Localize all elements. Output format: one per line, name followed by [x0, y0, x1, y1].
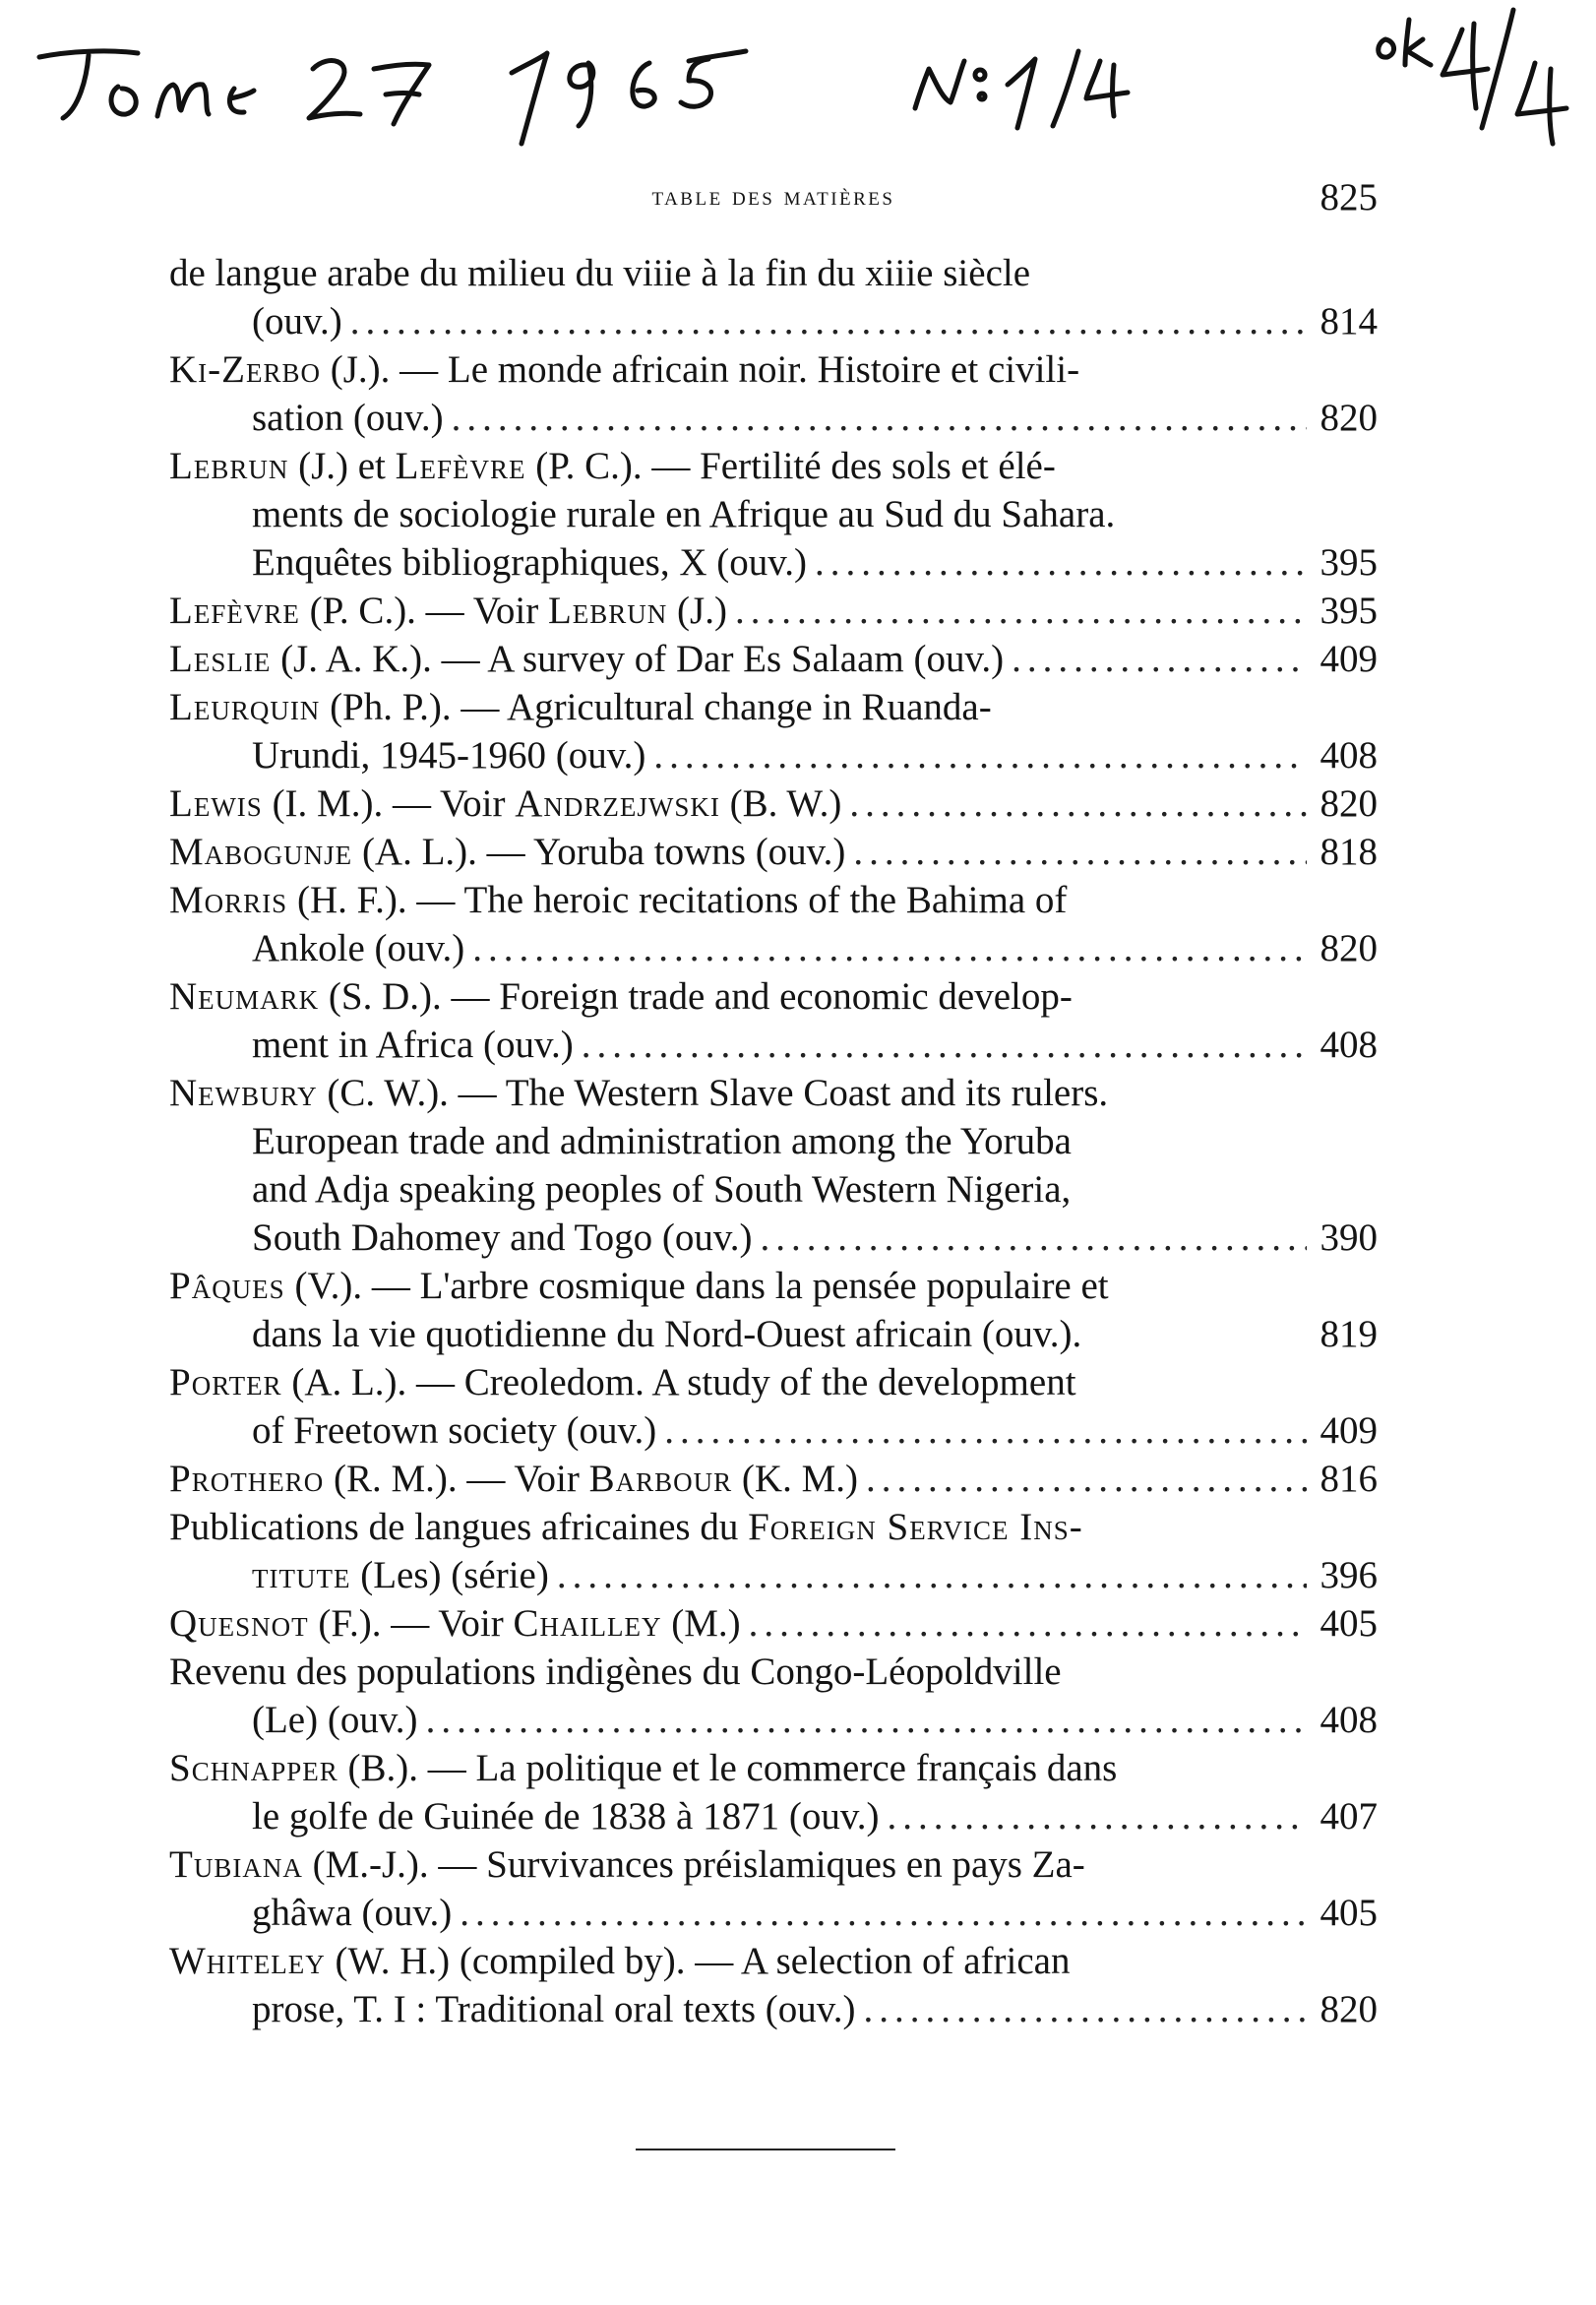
footer-rule: [636, 2149, 895, 2150]
entry-line: [169, 924, 1378, 972]
entry-line-text: of Freetown society (ouv.): [252, 1409, 657, 1452]
entry-line: [169, 490, 1378, 538]
entry-line-text: (Les) (série): [350, 1554, 549, 1596]
entry-text: [252, 1985, 855, 2033]
index-entry: [169, 249, 1378, 345]
entry-author: Lefèvre: [169, 590, 300, 632]
dot-leader: [557, 1551, 1307, 1599]
index-entry: [169, 683, 1378, 779]
dot-leader: [582, 1021, 1307, 1069]
dot-leader: [472, 924, 1307, 972]
entry-line: [169, 442, 1378, 490]
index-entry: [169, 1262, 1378, 1358]
entry-page-number: 820: [1320, 782, 1378, 825]
index-entry: [169, 442, 1378, 587]
entry-line: [169, 1840, 1378, 1889]
entry-page-number: 820: [1320, 397, 1378, 439]
entry-cross-ref: Chailley: [513, 1602, 662, 1645]
entry-page-number: 395: [1320, 590, 1378, 632]
entry-line-text: and Adja speaking peoples of South Western Nigeria,: [252, 1168, 1072, 1211]
entry-line: [169, 731, 1378, 779]
entry-text: [252, 1165, 1071, 1214]
entry-line-text: le golfe de Guinée de 1838 à 1871 (ouv.): [252, 1795, 880, 1838]
entry-line-text: (J.). — Le monde africain noir. Histoire et civili-: [320, 348, 1080, 391]
entry-text: [169, 1455, 858, 1503]
entry-line-text: (R. M.). — Voir: [324, 1458, 589, 1500]
entry-line-text: (V.). — L'arbre cosmique dans la pensée populaire et: [284, 1265, 1109, 1307]
entry-line-text: prose, T. I : Traditional oral texts (ouv.): [252, 1988, 856, 2030]
entry-text: [252, 394, 444, 442]
entry-text: [169, 635, 1004, 683]
entry-author: Pâques: [169, 1265, 285, 1307]
entry-line-text: Enquêtes bibliographiques, X (ouv.): [252, 541, 807, 584]
entry-line: [169, 1406, 1378, 1455]
entry-text: [169, 1599, 741, 1648]
entry-line: [169, 1696, 1378, 1744]
entry-cross-ref: Lebrun: [547, 590, 668, 632]
entry-line-text: dans la vie quotidienne du Nord-Ouest africain (ouv.).: [252, 1313, 1082, 1355]
entry-author: Ki-Zerbo: [169, 348, 321, 391]
index-entries: [169, 249, 1378, 2033]
index-entry: [169, 828, 1378, 876]
entry-line-text: Ankole (ouv.): [252, 927, 465, 969]
entry-line: [169, 1889, 1378, 1937]
entry-text: [252, 731, 645, 779]
index-entry: [169, 1744, 1378, 1840]
entry-line: [169, 1310, 1378, 1358]
entry-line-text: South Dahomey and Togo (ouv.): [252, 1216, 753, 1259]
entry-page-number: 816: [1320, 1458, 1378, 1500]
entry-line-text: (M.): [661, 1602, 741, 1645]
entry-line-text: (J.): [667, 590, 727, 632]
entry-text: [169, 1840, 1085, 1889]
entry-line-text: (P. C.). — Voir: [299, 590, 548, 632]
entry-page-number: 407: [1320, 1795, 1378, 1838]
entry-line: [169, 345, 1378, 394]
entry-line: [169, 1744, 1378, 1792]
entry-line: [169, 1985, 1378, 2033]
index-entry: [169, 779, 1378, 828]
entry-line: [169, 1262, 1378, 1310]
entry-line: [169, 297, 1378, 345]
dot-leader: [735, 587, 1307, 635]
entry-author: Newbury: [169, 1072, 318, 1114]
entry-line: [169, 587, 1378, 635]
entry-line: [169, 972, 1378, 1021]
dot-leader: [849, 779, 1307, 828]
entry-line: [169, 1214, 1378, 1262]
entry-line-text: (F.). — Voir: [308, 1602, 514, 1645]
entry-line-text: (Ph. P.). — Agricultural change in Ruanda-: [320, 686, 992, 728]
entry-text: [169, 1648, 1062, 1696]
entry-page-number: 408: [1320, 1699, 1378, 1741]
entry-text: [169, 972, 1073, 1021]
entry-line: [169, 394, 1378, 442]
entry-line: [169, 1358, 1378, 1406]
entry-line-text: (J.) et: [288, 445, 396, 487]
entry-author: Neumark: [169, 975, 320, 1018]
entry-line-text: (A. L.). — Yoruba towns (ouv.): [352, 831, 846, 873]
entry-text: [252, 1117, 1072, 1165]
entry-author: Tubiana: [169, 1843, 303, 1886]
entry-line: [169, 1021, 1378, 1069]
entry-line-text: (B. W.): [719, 782, 842, 825]
entry-page-number: 814: [1320, 300, 1378, 343]
entry-page-number: 408: [1320, 734, 1378, 777]
dot-leader: [853, 828, 1307, 876]
index-entry: [169, 345, 1378, 442]
running-title: table des matières: [651, 181, 895, 211]
entry-line: [169, 635, 1378, 683]
entry-line: [169, 249, 1378, 297]
entry-line-text: (M.-J.). — Survivances préislamiques en pays Za-: [302, 1843, 1085, 1886]
entry-line: [169, 1503, 1378, 1551]
dot-leader: [1012, 635, 1307, 683]
entry-line-text: (K. M.): [732, 1458, 858, 1500]
entry-line-text: (A. L.). — Creoledom. A study of the development: [281, 1361, 1076, 1403]
entry-text: [252, 924, 464, 972]
entry-line-text: (J. A. K.). — A survey of Dar Es Salaam (ouv.): [271, 638, 1005, 680]
entry-text: [252, 1551, 549, 1599]
entry-author: Porter: [169, 1361, 282, 1403]
entry-text: [169, 249, 1030, 297]
entry-author: Schnapper: [169, 1747, 338, 1789]
entry-cross-ref: Foreign Service Ins-: [748, 1506, 1083, 1548]
entry-author: Leurquin: [169, 686, 321, 728]
entry-cross-ref: titute: [252, 1554, 351, 1596]
entry-page-number: 820: [1320, 927, 1378, 969]
dot-leader: [866, 1455, 1307, 1503]
entry-line-text: (C. W.). — The Western Slave Coast and its rulers.: [317, 1072, 1109, 1114]
index-entry: [169, 1840, 1378, 1937]
entry-author: Quesnot: [169, 1602, 309, 1645]
entry-text: [169, 1744, 1117, 1792]
entry-line: [169, 538, 1378, 587]
entry-text: [252, 1021, 574, 1069]
entry-line: [169, 828, 1378, 876]
index-entry: [169, 1069, 1378, 1262]
handwritten-annotation: [0, 0, 1596, 177]
entry-line: [169, 1069, 1378, 1117]
entry-text: [252, 1889, 452, 1937]
dot-leader: [664, 1406, 1307, 1455]
entry-text: [169, 876, 1067, 924]
entry-line-text: European trade and administration among the Yoruba: [252, 1120, 1072, 1162]
index-entry: [169, 1358, 1378, 1455]
entry-line: [169, 1792, 1378, 1840]
entry-line-text: Revenu des populations indigènes du Congo-Léopoldville: [169, 1651, 1062, 1693]
entry-line-text: (B.). — La politique et le commerce français dans: [338, 1747, 1118, 1789]
entry-line-text: (I. M.). — Voir: [262, 782, 516, 825]
entry-cross-ref: Andrzejwski: [515, 782, 720, 825]
dot-leader: [815, 538, 1307, 587]
entry-author: Morris: [169, 879, 288, 921]
dot-leader: [888, 1792, 1307, 1840]
dot-leader: [761, 1214, 1307, 1262]
entry-author: Mabogunje: [169, 831, 353, 873]
entry-page-number: 396: [1320, 1554, 1378, 1596]
entry-line-text: (Le) (ouv.): [252, 1699, 418, 1741]
dot-leader: [749, 1599, 1307, 1648]
index-entry: [169, 972, 1378, 1069]
entry-coauthor: Lefèvre: [395, 445, 526, 487]
entry-line-text: sation (ouv.): [252, 397, 444, 439]
entry-line: [169, 1117, 1378, 1165]
index-entry: [169, 1937, 1378, 2033]
entry-line: [169, 1648, 1378, 1696]
entry-page-number: 818: [1320, 831, 1378, 873]
entry-line: [169, 779, 1378, 828]
page-header: [169, 175, 1378, 224]
index-entry: [169, 1599, 1378, 1648]
dot-leader: [460, 1889, 1307, 1937]
index-entry: [169, 587, 1378, 635]
entry-text: [252, 1696, 418, 1744]
index-entry: [169, 1648, 1378, 1744]
entry-text: [169, 587, 727, 635]
entry-author: Prothero: [169, 1458, 325, 1500]
entry-text: [169, 1358, 1076, 1406]
page-number: 825: [1320, 176, 1378, 218]
entry-text: [169, 1262, 1109, 1310]
entry-text: [169, 442, 1056, 490]
entry-line-text: (ouv.): [252, 300, 342, 343]
dot-leader: [653, 731, 1307, 779]
entry-page-number: 405: [1320, 1602, 1378, 1645]
entry-page-number: 395: [1320, 541, 1378, 584]
entry-line: [169, 1937, 1378, 1985]
entry-line-text: ghâwa (ouv.): [252, 1892, 453, 1934]
dot-leader: [863, 1985, 1307, 2033]
entry-text: [252, 490, 1115, 538]
entry-line-text: Urundi, 1945-1960 (ouv.): [252, 734, 646, 777]
entry-line-text: de langue arabe du milieu du viiie à la fin du xiiie siècle: [169, 252, 1031, 294]
entry-page-number: 820: [1320, 1988, 1378, 2030]
entry-page-number: 409: [1320, 1409, 1378, 1452]
entry-line-text: ments de sociologie rurale en Afrique au Sud du Sahara.: [252, 493, 1116, 535]
entry-line-text: (P. C.). — Fertilité des sols et élé-: [525, 445, 1056, 487]
entry-page-number: 819: [1320, 1313, 1378, 1355]
entry-line: [169, 1551, 1378, 1599]
entry-author: Lebrun: [169, 445, 289, 487]
entry-text: [252, 297, 342, 345]
entry-text: [169, 683, 992, 731]
entry-cross-ref: Barbour: [588, 1458, 733, 1500]
entry-line: [169, 1165, 1378, 1214]
entry-text: [252, 538, 807, 587]
entry-line-text: ment in Africa (ouv.): [252, 1024, 574, 1066]
entry-text: [169, 828, 845, 876]
entry-text: [252, 1406, 656, 1455]
entry-line-text: (S. D.). — Foreign trade and economic develop-: [319, 975, 1073, 1018]
entry-line-text: Publications de langues africaines du: [169, 1506, 749, 1548]
index-entry: [169, 876, 1378, 972]
entry-line: [169, 876, 1378, 924]
entry-line: [169, 1455, 1378, 1503]
entry-text: [169, 779, 841, 828]
entry-page-number: 408: [1320, 1024, 1378, 1066]
entry-page-number: 405: [1320, 1892, 1378, 1934]
index-entry: [169, 635, 1378, 683]
handwritten-note-drawing: [0, 0, 1596, 177]
entry-text: [252, 1792, 880, 1840]
dot-leader: [452, 394, 1307, 442]
index-entry: [169, 1455, 1378, 1503]
entry-text: [169, 1937, 1070, 1985]
entry-text: [252, 1310, 1081, 1358]
index-entry: [169, 1503, 1378, 1599]
entry-line: [169, 1599, 1378, 1648]
entry-text: [169, 1503, 1083, 1551]
entry-line-text: (W. H.) (compiled by). — A selection of african: [325, 1940, 1071, 1982]
entry-text: [169, 1069, 1108, 1117]
dot-leader: [350, 297, 1307, 345]
entry-author: Leslie: [169, 638, 272, 680]
entry-line-text: (H. F.). — The heroic recitations of the Bahima of: [287, 879, 1068, 921]
entry-page-number: 390: [1320, 1216, 1378, 1259]
entry-text: [169, 345, 1079, 394]
entry-page-number: 409: [1320, 638, 1378, 680]
entry-line: [169, 683, 1378, 731]
entry-author: Whiteley: [169, 1940, 326, 1982]
dot-leader: [426, 1696, 1307, 1744]
entry-author: Lewis: [169, 782, 263, 825]
entry-text: [252, 1214, 753, 1262]
